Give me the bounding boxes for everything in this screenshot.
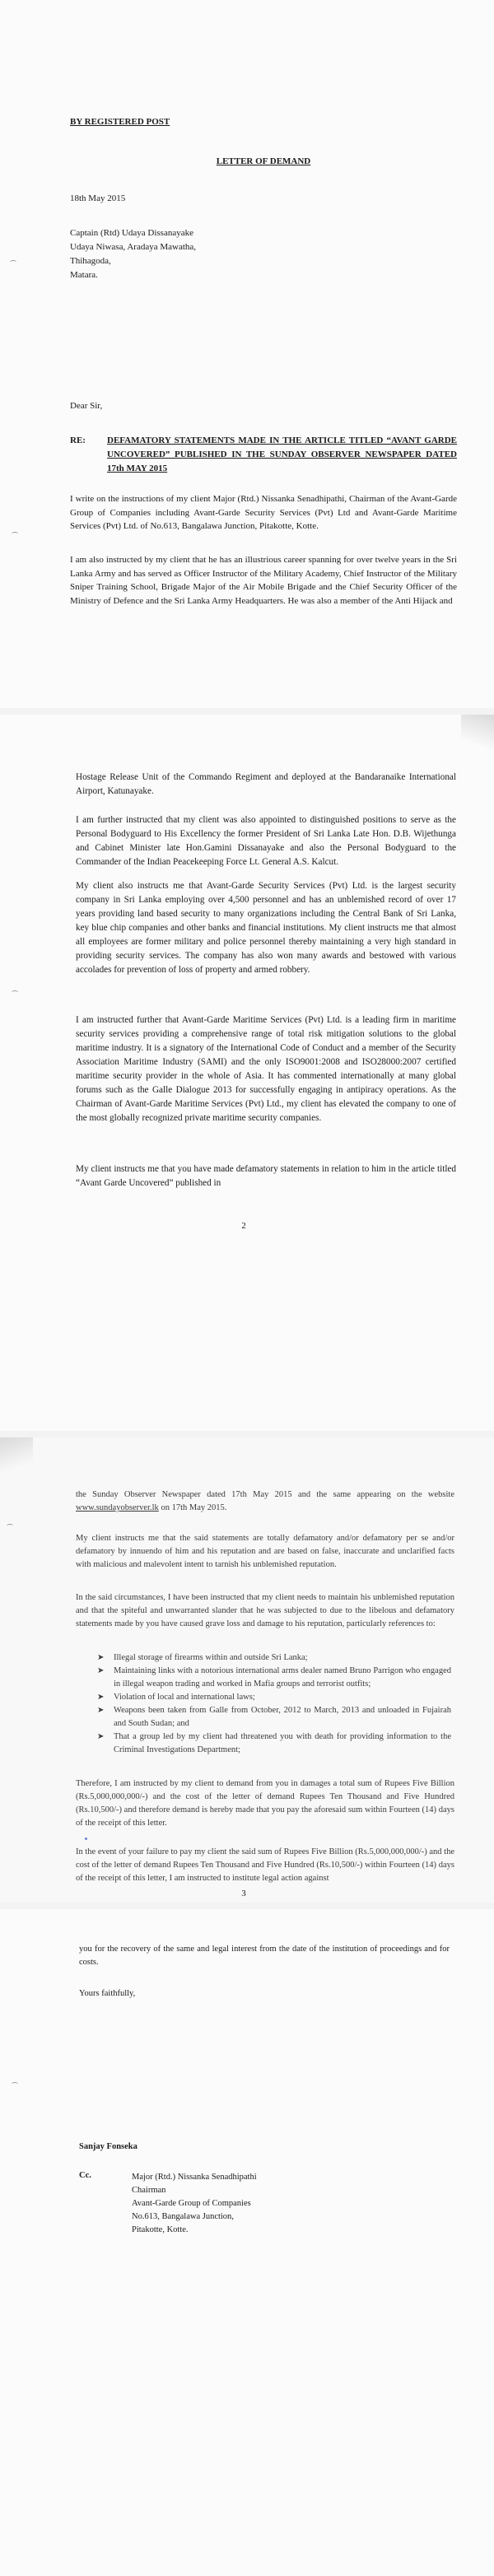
list-item [97,1651,451,1665]
list-item [97,1691,451,1704]
address-line: Captain (Rtd) Udaya Dissanayake [70,228,193,238]
list-item-text: That a group led by my client had threatened you with death for providing information to the Criminal Investigations Department; [114,1732,451,1754]
list-item-text: Weapons been taken from Galle from October, 2012 to March, 2013 and unloaded in Fujairah and South Sudan; and [114,1706,451,1728]
letter-page-2 [0,715,494,1431]
list-item-text: Maintaining links with a notorious international arms dealer named Bruno Parrigon who engaged in illegal weapon trading and worked in Mafia groups and terrorist outfits; [114,1666,451,1689]
signatory-name: Sanjay Fonseka [79,2142,137,2151]
margin-mark [12,532,18,536]
recipient-address [70,226,457,282]
margin-mark [12,990,18,995]
cc-line: No.613, Bangalawa Junction, [132,2212,234,2221]
paragraph: Therefore, I am instructed by my client to demand from you in damages a total sum of Rupees Five Billion (Rs.5,000,000,000/-) and the cost of the letter of demand Rupees Ten Thousand and Five Hundred (Rs.10,500/-) and therefore demand is hereby made that you pay the aforesaid sum within Fourteen (14) days of the receipt of this letter. [76,1779,454,1828]
letter-page-4 [0,1909,494,2576]
address-line: Thihagoda, [70,256,111,266]
paragraph-text: on 17th May 2015. [158,1503,227,1512]
letter-page-3 [0,1437,494,1903]
arrow-bullet-icon: ➤ [97,1732,105,1741]
paragraph [76,1488,454,1515]
cc-recipient [132,2171,428,2237]
page-number: 3 [241,1889,246,1898]
paragraph: In the event of your failure to pay my client the said sum of Rupees Five Billion (Rs.5,000,000,000/-) and the cost of the letter of demand Rupees Ten Thousand and Five Hundred (Rs.10,500/-) within Fourteen (14) days of the receipt of this letter, I am instructed to institute legal action against [76,1847,454,1883]
page-fold [0,1437,33,1487]
letter-title: LETTER OF DEMAND [216,156,311,166]
address-line: Matara. [70,270,98,280]
page-number: 2 [241,1221,246,1231]
paragraph: In the said circumstances, I have been instructed that my client needs to maintain his unblemished reputation and that the spiteful and unwarranted slander that he was subjected to due to the libelous and defamatory statements made by you have caused grave loss and damage to his reputation, particularly references to: [76,1593,454,1628]
arrow-bullet-icon: ➤ [97,1706,105,1715]
margin-mark [10,260,16,264]
arrow-bullet-icon: ➤ [97,1653,105,1662]
paragraph: Hostage Release Unit of the Commando Regiment and deployed at the Bandaranaike International Airport, Katunayake. [76,772,456,796]
re-label: RE: [70,436,86,445]
paragraph: My client instructs me that you have made defamatory statements in relation to him in the article titled “Avant Garde Uncovered” published in [76,1164,456,1188]
list-item [97,1665,451,1691]
header-label: BY REGISTERED POST [70,117,170,127]
cc-label: Cc. [79,2171,91,2180]
paragraph: My client instructs me that the said statements are totally defamatory and/or defamatory per se and/or defamatory by innuendo of him and his reputation and are based on false, inaccurate and unclarified facts with malicious and malevolent intent to tarnish his unblemished reputation. [76,1534,454,1569]
cc-line: Pitakotte, Kotte. [132,2225,189,2234]
arrow-bullet-icon: ➤ [97,1666,105,1675]
paragraph: I write on the instructions of my client Major (Rtd.) Nissanka Senadhipathi, Chairman of the Avant-Garde Group of Companies including Avant-Garde Security Services (Pvt) Ltd and Avant-Garde Maritime Services (Pvt) Ltd. of No.613, Bangalawa Junction, Pitakotte, Kotte. [70,494,457,531]
re-subject: DEFAMATORY STATEMENTS MADE IN THE ARTICLE TITLED “AVANT GARDE UNCOVERED” PUBLISHED IN THE SUNDAY OBSERVER NEWSPAPER DATED 17th MAY 2015 [107,436,457,473]
paragraph: you for the recovery of the same and legal interest from the date of the institution of proceedings and for costs. [79,1945,450,1967]
cc-line: Avant-Garde Group of Companies [132,2199,251,2208]
cc-line: Chairman [132,2186,166,2195]
salutation: Dear Sir, [70,401,103,411]
cc-line: Major (Rtd.) Nissanka Senadhipathi [132,2173,257,2182]
margin-mark [7,1524,13,1528]
closing: Yours faithfully, [79,1989,136,1998]
paragraph: I am instructed further that Avant-Garde Maritime Services (Pvt) Ltd. is a leading firm in maritime security services providing a comprehensive range of total risk mitigation solutions to the global maritime industry. It is a signatory of the International Code of Conduct and a member of the Security Association Maritime Industry (SAMI) and the only ISO9001:2008 and ISO28000:2007 certified maritime security provider in the whole of Asia. It has commented internationally at many global forums such as the Galle Dialogue 2013 for successfully engaging in antipiracy operations. As the Chairman of Avant-Garde Maritime Services (Pvt) Ltd., my client has elevated the company to one of the most globally recognized private maritime security companies. [76,1015,456,1123]
reference-list [97,1651,451,1757]
paragraph-text: the Sunday Observer Newspaper dated 17th May 2015 and the same appearing on the website [76,1490,454,1499]
page-fold [461,715,494,764]
paragraph: I am also instructed by my client that he has an illustrious career spanning for over twelve years in the Sri Lanka Army and has served as Officer Instructor of the Military Academy, Chief Instructor of the Military Sniper Training School, Brigade Major of the Air Mobile Brigade and the Chief Security Officer of the Ministry of Defence and the Sri Lanka Army Headquarters. He was also a member of the Anti Hijack and [70,555,457,606]
paragraph: My client also instructs me that Avant-Garde Security Services (Pvt) Ltd. is the largest security company in Sri Lanka employing over 4,500 personnel and has an unblemished record of over 17 years providing land based security to many organizations including the Central Bank of Sri Lanka, key blue chip companies and other banks and financial institutions. My client instructs me that almost all employees are former military and police personnel thereby maintaining a very high standard in providing security services. The company has also won many awards and bestowed with various accolades for prevention of loss of property and armed robbery. [76,881,456,975]
list-item [97,1704,451,1731]
list-item [97,1731,451,1757]
address-line: Udaya Niwasa, Aradaya Mawatha, [70,242,197,252]
letter-date: 18th May 2015 [70,193,126,203]
website-link[interactable]: www.sundayobserver.lk [76,1503,159,1512]
list-item-text: Illegal storage of firearms within and outside Sri Lanka; [114,1653,308,1662]
list-item-text: Violation of local and international laws; [114,1693,255,1702]
ink-dot [85,1838,87,1840]
margin-mark [12,2082,18,2086]
arrow-bullet-icon: ➤ [97,1693,105,1702]
letter-page-1 [0,0,494,708]
paragraph: I am further instructed that my client was also appointed to distinguished positions to serve as the Personal Bodyguard to His Excellency the former President of Sri Lanka Late Hon. D.B. Wijethunga and Cabinet Minister late Hon.Gamini Dissanayake and also the Personal Bodyguard to the Commander of the Indian Peacekeeping Force Lt. General A.S. Kalcut. [76,815,456,867]
